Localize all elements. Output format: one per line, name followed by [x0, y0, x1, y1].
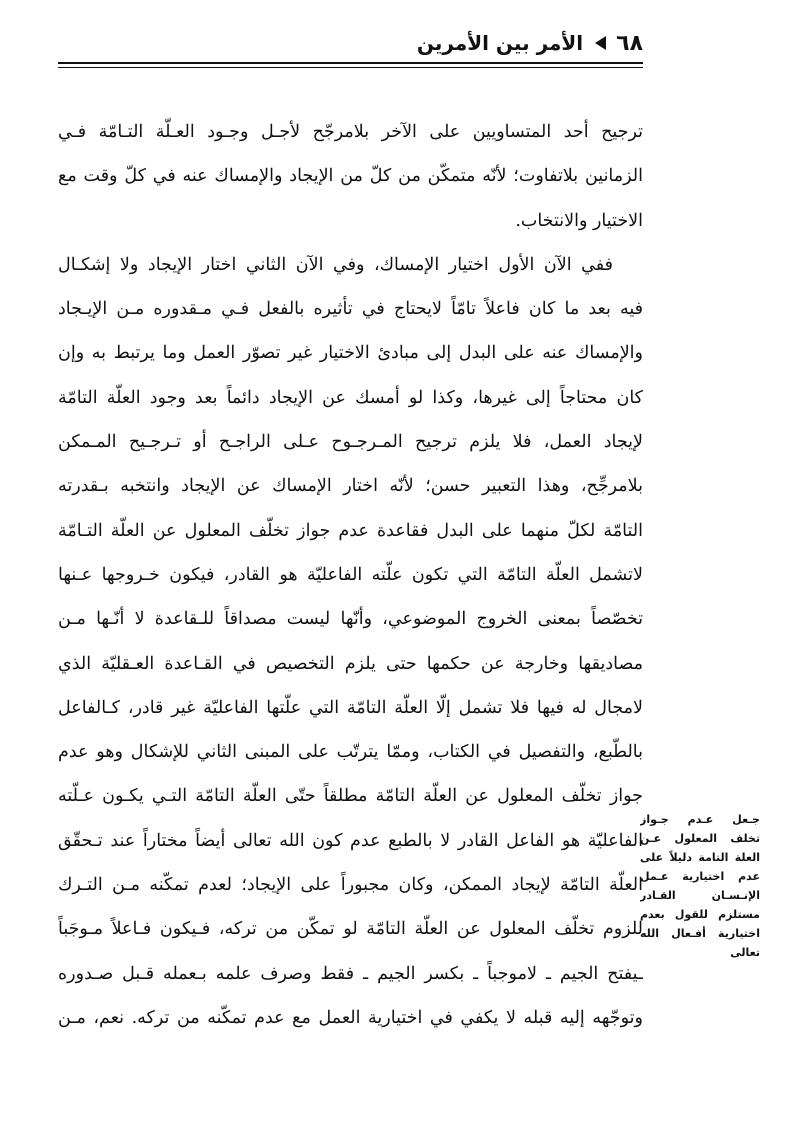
page-header: [58, 28, 643, 58]
margin-note: [640, 810, 760, 962]
text-line: بالطّبع، والتفصيل في الكتاب، وممّا يترتّب على المبنى الثاني للإشكال وهو عدم: [58, 742, 643, 763]
text-line: الزمانين بلاتفاوت؛ لأنّه متمكّن من كلّ من الإيجاد والإمساك عنه في كلّ وقت مع: [58, 166, 643, 187]
page-number: ٦٨: [616, 30, 643, 56]
margin-note-line: اختيارية أفـعال الله: [640, 927, 760, 940]
margin-note-line: العلة التامة دليلاً على: [640, 851, 760, 864]
text-line: تخصّصاً بمعنى الخروج الموضوعي، وأنّها ليست مصداقاً للـقاعدة لا أنّـها مـن: [58, 609, 643, 630]
text-line: جواز تخلّف المعلول عن العلّة التامّة مطلقاً حتّى العلّة التامّة التـي يكـون عـلّته: [58, 786, 643, 807]
margin-note-line: تخلف المعلول عـن: [640, 832, 760, 845]
text-line: فيه بعد ما كان فاعلاً تامّاً لايحتاج في تأثيره بالفعل فـي مـقدوره مـن الإيـجاد: [58, 299, 643, 320]
text-line: مصاديقها وخارجة عن حكمها حتى يلزم التخصيص في القـاعدة العـقليّة الذي: [58, 653, 643, 674]
body-text: [58, 110, 643, 1040]
text-line: وتوجّهه إليه قبله لا يكفي في اختيارية العمل مع عدم تمكّنه من تركه. نعم، مـن: [58, 1007, 643, 1028]
text-line: لإيجاد العمل، فلا يلزم ترجيح المـرجـوح عـلى الراجـح أو تـرجـيح المـمكن: [58, 432, 643, 453]
margin-note-line: الإنـسـان القـادر: [640, 889, 760, 902]
text-line: بلامرجِّح، وهذا التعبير حسن؛ لأنّه اختار الإمساك عن الإيجاد وانتخبه بـقدرته: [58, 476, 643, 497]
text-line: التامّة لكلّ منهما على البدل فقاعدة عدم جواز تخلّف المعلول عن العلّة التـامّة: [58, 520, 643, 541]
text-line: للزوم تخلّف المعلول عن العلّة التامّة لو تمكّن من تركه، فـيكون فـاعلاً مـوجَباً: [58, 919, 643, 940]
margin-note-line: جـعل عـدم جـواز: [640, 813, 760, 826]
text-line: العلّة التامّة لإيجاد الممكن، وكان مجبوراً على الإيجاد؛ لعدم تمكّنه مـن التـرك: [58, 875, 643, 896]
text-line: ترجيح أحد المتساويين على الآخر بلامرجّح لأجـل وجـود العـلّة التـامّة فـي: [58, 122, 643, 142]
text-line: ـيفتح الجيم ـ لاموجباً ـ بكسر الجيم ـ فقط وصرف علمه بـعمله قـبل صـدوره: [58, 963, 643, 984]
text-line: الفاعليّة هو الفاعل القادر لا بالطبع عدم كون الله تعالى أيضاً مختاراً عند تـحقّق: [58, 830, 643, 851]
text-line: والإمساك عنه على البدل إلى مبادئ الاختيار غير تصوّر العمل وما يرتبط به وإن: [58, 343, 643, 364]
text-line: ففي الآن الأول اختيار الإمساك، وفي الآن الثاني اختار الإيجاد ولا إشكـال: [58, 254, 613, 275]
header-rule: [58, 62, 643, 64]
margin-note-line: مستلزم للقول بعدم: [640, 908, 760, 921]
margin-note-line: عدم اختيارية عـمل: [640, 870, 760, 883]
margin-note-line: تعالى: [730, 946, 760, 959]
text-line: الاختيار والانتخاب.: [515, 210, 643, 231]
triangle-arrow-icon: [595, 36, 606, 50]
text-line: كان محتاجاً إلى غيرها، وكذا لو أمسك عن الإيجاد دائماً بعد وجود العلّة التامّة: [58, 387, 643, 408]
header-rule-thin: [58, 67, 643, 68]
text-line: لامجال له فيها فلا تشمل إلّا العلّة التامّة التي علّتها الفاعليّة غير قادر، كـالفاعل: [58, 697, 643, 718]
text-line: لاتشمل العلّة التامّة التي تكون علّته الفاعليّة هو القادر، فيكون خـروجها عـنها: [58, 564, 643, 585]
running-title: الأمر بين الأمرين: [416, 31, 584, 55]
